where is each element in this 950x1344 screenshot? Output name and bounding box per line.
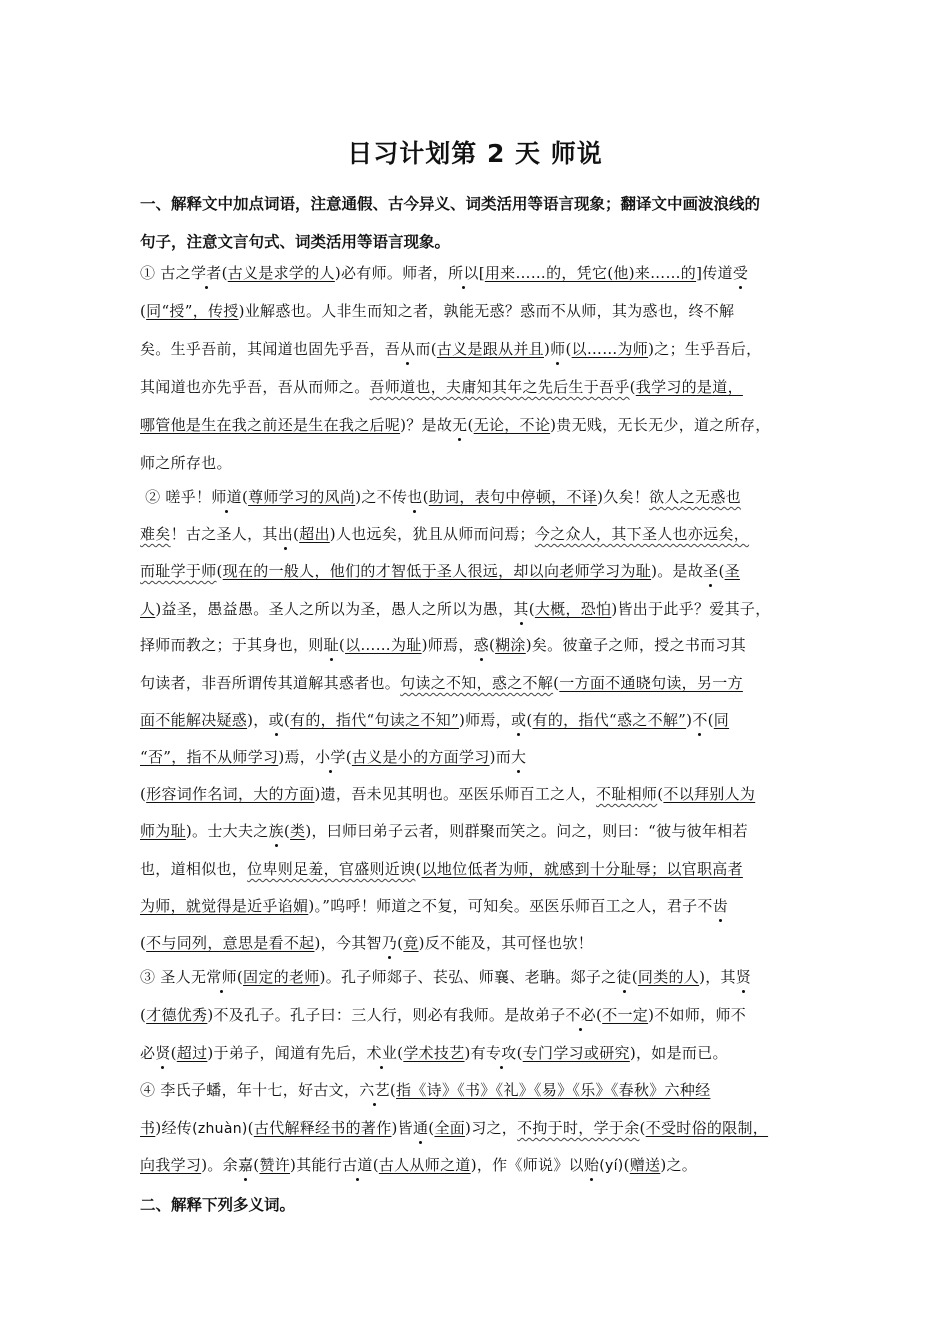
page-title: 日习计划第 2 天 师说 [347,139,603,168]
plain-text: )。”呜呼！师道之不复，可知矣。巫医乐师百工之人，君子不 [308,897,713,915]
plain-text: ④ 李氏子蟠，年十七，好古文， [140,1081,360,1099]
wavy-underlined-sentence: 不耻相师 [596,785,658,803]
plain-text: )而 [489,748,512,766]
plain-text: )。士大夫之 [185,822,269,840]
annotation-text: 不以拜别人为 [663,785,756,803]
plain-text: )， [247,711,269,729]
plain-text: ( [140,934,147,952]
plain-text: ( [553,674,560,692]
annotation-text: 古代解释经书的著作 [253,1119,392,1137]
emphasis-dot-word: 或 [511,711,527,729]
plain-text: 师之所存也。 [140,454,232,472]
plain-text: )反不能及，其可怪也欤！ [418,934,594,952]
text-line [140,746,526,767]
annotation-text: 用来……的，凭它(他)来……的 [484,264,697,282]
plain-text: )，曰师曰弟子云者，则群聚而笑之。问之，则曰：“彼与彼年相若 [305,822,748,840]
plain-text: 也，道相似也， [140,860,248,878]
annotation-text: 书 [140,1119,156,1137]
plain-text: [ [478,264,485,282]
plain-text: ( [565,340,572,358]
annotation-text: 赠送 [629,1156,661,1174]
plain-text: ( [415,860,422,878]
plain-text: ( [428,1119,435,1137]
annotation-text: 我学习的是道， [635,378,743,396]
plain-text: 必 [140,1044,156,1062]
plain-text: 择师而教之；于其身也，则 [140,636,324,654]
text-line [140,262,748,283]
plain-text: )业解惑也。人非生而知之者，孰能无惑？惑而不从师，其为惑也，终不解 [238,302,735,320]
annotation-text: 古义是小的方面学习 [351,748,490,766]
plain-text: ( [422,488,429,506]
annotation-text: 以……为师 [571,340,649,358]
emphasis-dot-word: 其 [513,600,529,618]
annotation-text: 同 [713,711,730,729]
plain-text: ( [629,378,636,396]
text-line [140,932,593,953]
plain-text: )于弟子，闻道有先后， [207,1044,367,1062]
annotation-text: 圣 [724,562,740,580]
emphasis-dot-word: 常师 [206,968,237,986]
text-line [140,1004,746,1025]
plain-text: )？是故 [400,416,453,434]
plain-text: )，作《师说》以 [470,1156,584,1174]
annotation-text: 形容词作名词，大的方面 [146,785,315,803]
wavy-underlined-sentence: 难矣 [140,525,171,543]
plain-text: )贵无贱，无长无少，道之所存， [550,416,771,434]
plain-text: ( [236,968,244,986]
plain-text: )习之， [465,1119,518,1137]
plain-text: )矣。彼童子之师，授之书而习其 [525,636,747,654]
plain-text: 句读者，非吾所谓传其道解其惑者也。 [140,674,401,692]
emphasis-dot-word: 术业 [366,1044,398,1062]
plain-text: )不及孔子。孔子曰：三人行，则必有我师。是故弟子 [207,1006,566,1024]
text-line [140,452,232,473]
pinyin-text: (zhuàn) [192,1121,248,1137]
emphasis-dot-word: 惑 [473,636,489,654]
emphasis-dot-word: 学者 [190,264,222,282]
plain-text: ( [528,600,535,618]
text-line [140,560,740,581]
plain-text: )师焉， [421,636,474,654]
plain-text: 其闻道也亦先乎吾，吾从而师之。 [140,378,370,396]
emphasis-dot-word: 贤 [735,968,752,986]
plain-text: ) [686,711,693,729]
plain-text: ( [372,1156,379,1174]
text-line [140,895,728,916]
plain-text: ( [140,302,147,320]
text-line [140,598,771,619]
plain-text: )。余 [201,1156,238,1174]
text-line [140,414,771,435]
annotation-text: 有的，指代“惑之不解” [532,711,687,729]
emphasis-dot-word: 齿 [712,897,729,915]
emphasis-dot-word: 贤 [155,1044,171,1062]
annotation-text: 不与同列，意思是看不起 [146,934,315,952]
plain-text: ③ 圣人无 [140,968,207,986]
text-line [140,1042,728,1063]
annotation-text: 哪管他是生在我之前还是生在我之后呢 [140,416,401,434]
plain-text: ( [397,1044,404,1062]
plain-text: 而( [415,340,437,358]
text-line [140,523,749,544]
wavy-underlined-sentence: 今之众人，其下圣人也亦远矣， [534,525,750,543]
annotation-text: 专门学习或研究 [522,1044,630,1062]
emphasis-dot-word: 徒 [616,968,632,986]
plain-text: ( [140,785,147,803]
text-line [140,672,743,693]
annotation-text: 无论，不论 [473,416,551,434]
plain-text: ( [140,1006,147,1024]
annotation-text: 助词，表句中停顿，不译 [428,488,598,506]
annotation-text: 超过 [176,1044,208,1062]
plain-text: ( [526,711,533,729]
plain-text: )久矣！ [597,488,650,506]
emphasis-dot-word: 从 [400,340,416,358]
annotation-text: 古人从师之道 [378,1156,471,1174]
plain-text: )皆 [391,1119,413,1137]
text-line [140,338,761,359]
annotation-text: 超出 [299,525,330,543]
plain-text: ( [389,1081,397,1099]
plain-text: ( [631,968,638,986]
plain-text: ( [283,822,291,840]
annotation-text: 赞许 [259,1156,291,1174]
wavy-underlined-sentence: 句读之不知，惑之不解 [400,674,554,692]
text-line [140,1154,697,1175]
annotation-text: 为师，就觉得是近乎谄媚 [140,897,309,915]
plain-text: ( [283,711,291,729]
section2-heading: 二、解释下列多义词。 [140,1196,296,1214]
plain-text: )之。 [660,1156,698,1174]
annotation-text: 尊师学习的风尚 [248,488,356,506]
plain-text: ( [345,748,352,766]
plain-text: )之；生乎吾后， [648,340,762,358]
annotation-text: 以……为耻 [345,636,422,654]
text-line [140,1079,710,1100]
plain-text: ( [657,785,664,803]
emphasis-dot-word: 贻 [583,1156,600,1174]
emphasis-dot-word: 不必 [565,1006,597,1024]
plain-text: )其能行 [290,1156,343,1174]
plain-text: )，其 [699,968,736,986]
plain-text: ( [467,416,474,434]
wavy-underlined-sentence: 而耻学于师 [140,562,217,580]
plain-text: )。孔子师郯子、苌弘、师襄、老聃。郯子之 [319,968,617,986]
plain-text: ( [516,1044,523,1062]
plain-text: ( [247,1119,254,1137]
plain-text: ① 古之 [140,264,191,282]
emphasis-dot-word: 嘉 [237,1156,254,1174]
emphasis-dot-word: 也 [407,488,423,506]
emphasis-dot-word: 专攻 [485,1044,517,1062]
plain-text: ]传道 [696,264,733,282]
plain-text: ( [488,636,496,654]
annotation-text: 才德优秀 [146,1006,208,1024]
emphasis-dot-word: 不 [692,711,708,729]
annotation-text: 古义是跟从并且 [436,340,544,358]
plain-text: )皆出于此乎？爱其子， [611,600,771,618]
annotation-text: 竟 [403,934,419,952]
text-line [140,966,751,987]
plain-text: ( [707,711,714,729]
annotation-text: 人 [140,600,156,618]
plain-text: )人也远矣，犹且从师而问焉； [329,525,535,543]
annotation-text: 不一定 [602,1006,649,1024]
plain-text: ( [253,1156,260,1174]
annotation-text: 学术技艺 [403,1044,465,1062]
annotation-text: 全面 [434,1119,466,1137]
text-line [140,634,746,655]
annotation-text: 一方面不通晓句读，另一方 [559,674,743,692]
emphasis-dot-word: 受 [732,264,749,282]
annotation-text: 不受时俗的限制， [645,1119,769,1137]
emphasis-dot-word: 师 [550,340,566,358]
annotation-text: 现在的一般人，他们的才智低于圣人很远，却以向老师学习为耻 [222,562,652,580]
emphasis-dot-word: 通 [412,1119,429,1137]
plain-text: ！古之圣人，其 [170,525,278,543]
plain-text: )经传 [155,1119,193,1137]
annotation-text: “否”，指不从师学习 [140,748,279,766]
emphasis-dot-word: 无 [452,416,468,434]
text-line [140,783,755,804]
text-line [140,1117,768,1138]
plain-text: ( [718,562,725,580]
plain-text: ( [623,1156,630,1174]
emphasis-dot-word: 耻 [323,636,339,654]
annotation-text: 师为耻 [140,822,186,840]
emphasis-dot-word: 乃 [381,934,398,952]
plain-text: )遗，吾未见其明也。巫医乐师百工之人， [314,785,597,803]
emphasis-dot-word: 圣 [703,562,719,580]
annotation-text: 同类的人 [637,968,700,986]
annotation-text: 大概，恐怕 [534,600,612,618]
text-line [140,486,741,507]
emphasis-dot-word: 师道 [211,488,242,506]
annotation-text: 固定的老师 [243,968,320,986]
plain-text: )，今其智 [314,934,382,952]
wavy-underlined-sentence: 欲人之无惑也 [649,488,741,506]
section1-heading-line1: 一、解释文中加点词语，注意通假、古今异义、词类活用等语言现象；翻译文中画波浪线的 [140,195,761,213]
emphasis-dot-word: 六艺 [359,1081,390,1099]
plain-text: ( [397,934,404,952]
emphasis-dot-word: 小学 [315,748,346,766]
plain-text: )必有师。师者， [334,264,449,282]
plain-text: )不如师，师不 [648,1006,747,1024]
text-line [140,376,743,397]
plain-text: 矣。生乎吾前，其闻道也固先乎吾，吾 [140,340,401,358]
wavy-underlined-sentence: 吾师道也，夫庸知其年之先后生于吾乎 [369,378,630,396]
annotation-text: 指《诗》《书》《礼》《易》《乐》《春秋》六种经 [396,1081,711,1099]
plain-text: ( [221,264,228,282]
emphasis-dot-word: 出 [277,525,294,543]
plain-text: )，如是而已。 [629,1044,728,1062]
plain-text: ② 嗟乎！ [140,488,212,506]
plain-text: ( [241,488,249,506]
emphasis-dot-word: 或 [268,711,284,729]
plain-text: )。是故 [651,562,704,580]
text-line [140,820,748,841]
plain-text: )益圣，愚益愚。圣人之所以为圣，愚人之所以为愚， [155,600,514,618]
plain-text: )师焉， [458,711,512,729]
plain-text: ( [639,1119,646,1137]
annotation-text: 古义是求学的人 [227,264,335,282]
text-line [140,858,743,879]
annotation-text: 类 [290,822,306,840]
emphasis-dot-word: 族 [268,822,284,840]
plain-text: ( [170,1044,177,1062]
emphasis-dot-word: 古道 [342,1156,373,1174]
text-line [140,300,734,321]
plain-text: )之不传 [355,488,408,506]
annotation-text: 面不能解决疑惑 [140,711,248,729]
emphasis-dot-word: 所以 [448,264,479,282]
wavy-underlined-sentence: 位卑则足羞，官盛则近谀 [247,860,416,878]
annotation-text: 以地位低者为师，就感到十分耻辱；以官职高者 [421,860,743,878]
annotation-text: 同“授”，传授 [146,302,239,320]
annotation-text: 糊涂 [495,636,526,654]
annotation-text: 向我学习 [140,1156,202,1174]
plain-text: ( [216,562,223,580]
plain-text: )有 [464,1044,486,1062]
emphasis-dot-word: 大 [511,748,527,766]
plain-text: ( [293,525,300,543]
plain-text: ) [543,340,551,358]
plain-text: ( [338,636,346,654]
text-line [140,709,729,730]
section1-heading-line2: 句子，注意文言句式、词类活用等语言现象。 [140,233,451,251]
plain-text: ( [596,1006,603,1024]
wavy-underlined-sentence: 不拘于时，学于余 [517,1119,640,1137]
plain-text: )焉， [278,748,316,766]
pinyin-text: (yí) [599,1158,624,1174]
annotation-text: 有的，指代“句读之不知” [290,711,459,729]
